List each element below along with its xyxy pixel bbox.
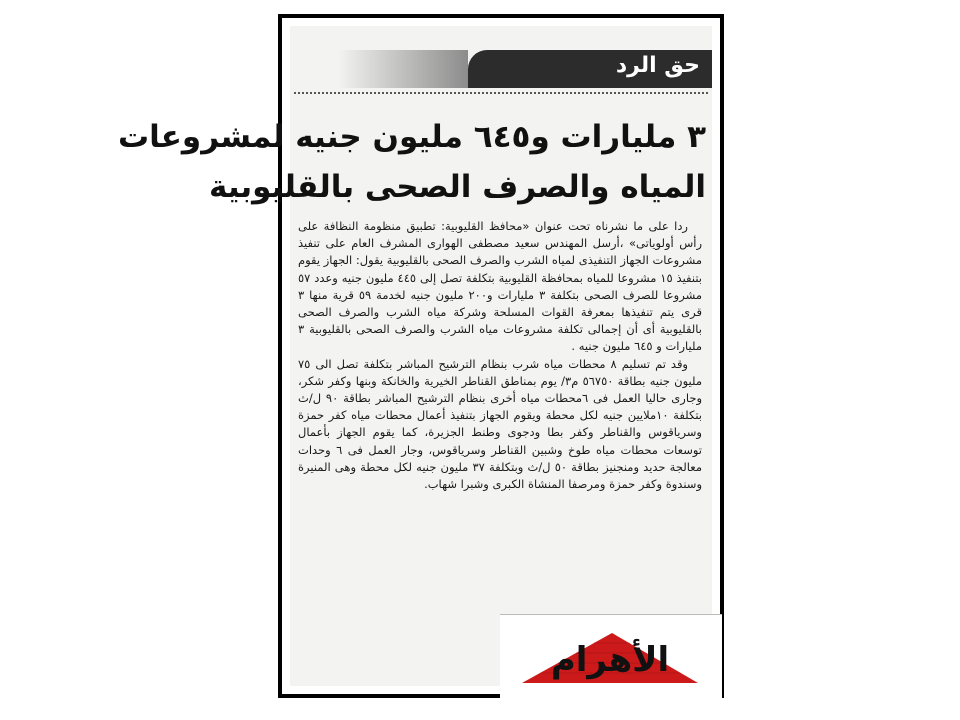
newspaper-logo (500, 614, 722, 699)
newspaper-clipping (117, 26, 712, 686)
article-paragraph-1: ردا على ما نشرناه تحت عنوان «محافظ القليوبية: تطبيق منظومة النظافة على رأس أولوياتى» ،أرسل المهندس سعيد مصطفى الهوارى المشرف العام على تنفيذ مشروعات الجهاز التنفيذى لمياه الشرب والصرف الصحى بالقليوبية يقول: الجهاز يقوم بتنفيذ ١٥ مشروعا للمياه بمحافظة القليوبية بتكلفة تصل إلى ٤٤٥ مليون جنيه وعدد ٥٧ مشروعا للصرف الصحى بتكلفة ٣ مليارات و٢٠٠ مليون جنيه لخدمة ٥٩ قرية منها ٣ قرى يتم تنفيذها بمعرفة القوات المسلحة وشركة مياه الشرب والصرف الصحى بالقليوبية أى أن إجمالى تكلفة مشروعات مياه الشرب والصرف الصحى بالقليوبية ٣ مليارات و ٦٤٥ مليون جنيه . (298, 219, 702, 354)
clipping-frame (117, 14, 724, 698)
article-body (298, 218, 702, 606)
pyramid-logo-icon (500, 615, 722, 699)
logo-text: الأهرام (550, 640, 670, 680)
article-paragraph-2: وقد تم تسليم ٨ محطات مياه شرب بنظام الترشيح المباشر بتكلفة تصل الى ٧٥ مليون جنيه بطاقة ٥٦٧٥٠ م٣/ يوم بمناطق القناطر الخيرية والخانكة وبنها وكفر شكر، وجارى حاليا العمل فى ٦محطات مياه أخرى بنظام الترشيح المباشر بطاقة ٩٠ ل/ث بتكلفة ١٠ملايين جنيه لكل محطة ويقوم الجهاز بتنفيذ أعمال محطات مياه كفر حمزة وسرياقوس والقناطر وكفر بطا ودجوى وطنط الجزيرة، كما يقوم الجهاز بأعمال توسعات محطات مياه طوخ وشبين القناطر وسرياقوس، وجار العمل فى ٦ وحدات معالجة حديد ومنجنيز بطاقة ٥٠ ل/ث وبتكلفة ٣٧ مليون جنيه لكل محطة وهى المنيرة وسندوة وكفر حمزة ومرصفا المنشاة الكبرى وشبرا شهاب. (298, 356, 702, 492)
rubric-label: حق الرد (615, 53, 700, 78)
dotted-divider (294, 92, 708, 94)
headline-line-2: المياه والصرف الصحى بالقليوبية (209, 169, 706, 205)
rubric-fade (338, 50, 468, 88)
headline-line-1: ٣ مليارات و٦٤٥ مليون جنيه لمشروعات (117, 119, 706, 155)
headline (117, 112, 706, 212)
